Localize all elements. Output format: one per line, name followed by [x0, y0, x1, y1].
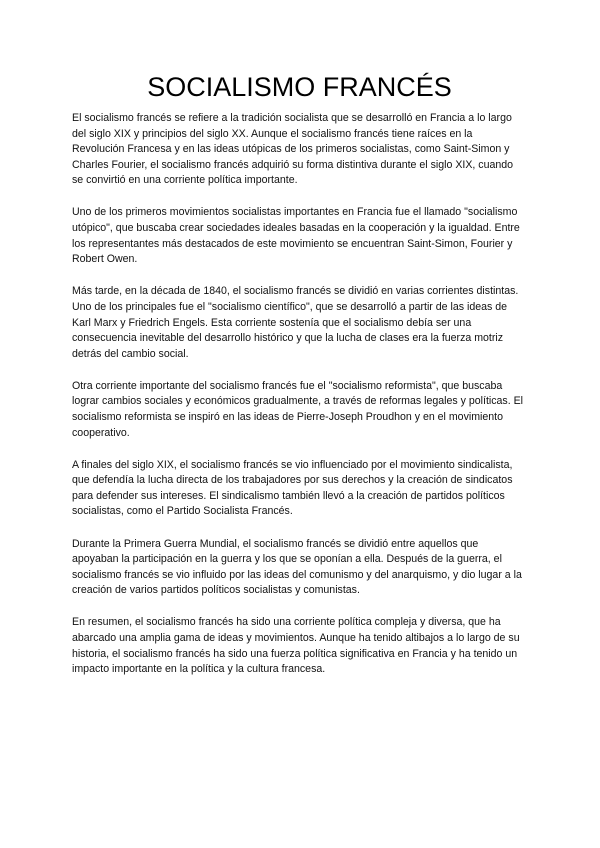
paragraph-world-war: Durante la Primera Guerra Mundial, el socialismo francés se dividió entre aquellos que apoyaban la participación en la guerra y los que se oponían a ella. Después de la guerra, el socialismo francés se vio influido por las ideas del comunismo y del anarquismo, y dio lugar a la creación de varios partidos políticos socialistas y comunistas.: [72, 537, 522, 597]
paragraph-intro: El socialismo francés se refiere a la tradición socialista que se desarrolló en Francia a lo largo del siglo XIX y principios del siglo XX. Aunque el socialismo francés tiene raíces en la Revolución Francesa y en las ideas utópicas de los primeros socialistas, como Saint-Simon y Charles Fourier, el socialismo francés adquirió su forma distintiva durante el siglo XIX, cuando se convirtió en una corriente política importante.: [72, 112, 514, 187]
paragraph-summary: En resumen, el socialismo francés ha sido una corriente política compleja y diversa, que ha abarcado una amplia gama de ideas y movimientos. Aunque ha tenido altibajos a lo largo de su historia, el socialismo francés ha sido una fuerza política significativa en Francia y ha tenido un impacto importante en la política y la cultura francesa.: [72, 616, 520, 676]
paragraph-utopian-socialism: Uno de los primeros movimientos socialistas importantes en Francia fue el llamado "socialismo utópico", que buscaba crear sociedades ideales basadas en la cooperación y la igualdad. Entre los representantes más destacados de este movimiento se encuentran Saint-Simon, Fourier y Robert Owen.: [72, 206, 520, 266]
paragraph-reformist-socialism: Otra corriente importante del socialismo francés fue el "socialismo reformista", que buscaba lograr cambios sociales y económicos gradualmente, a través de reformas legales y políticas. El socialismo reformista se inspiró en las ideas de Pierre-Joseph Proudhon y en el movimiento cooperativo.: [72, 379, 524, 439]
page-title: SOCIALISMO FRANCÉS: [147, 72, 452, 102]
paragraph-syndicalism: A finales del siglo XIX, el socialismo francés se vio influenciado por el movimiento sindicalista, que defendía la lucha directa de los trabajadores por sus derechos y la creación de sindicatos para defender sus intereses. El sindicalismo también llevó a la creación de partidos políticos socialistas, como el Partido Socialista Francés.: [72, 458, 513, 518]
paragraph-scientific-socialism: Más tarde, en la década de 1840, el socialismo francés se dividió en varias corrientes distintas. Uno de los principales fue el "socialismo científico", que se desarrolló a partir de las ideas de Karl Marx y Friedrich Engels. Esta corriente sostenía que el socialismo debía ser una consecuencia inevitable del desarrollo histórico y que la lucha de clases era la fuerza motriz detrás del cambio social.: [72, 285, 519, 360]
